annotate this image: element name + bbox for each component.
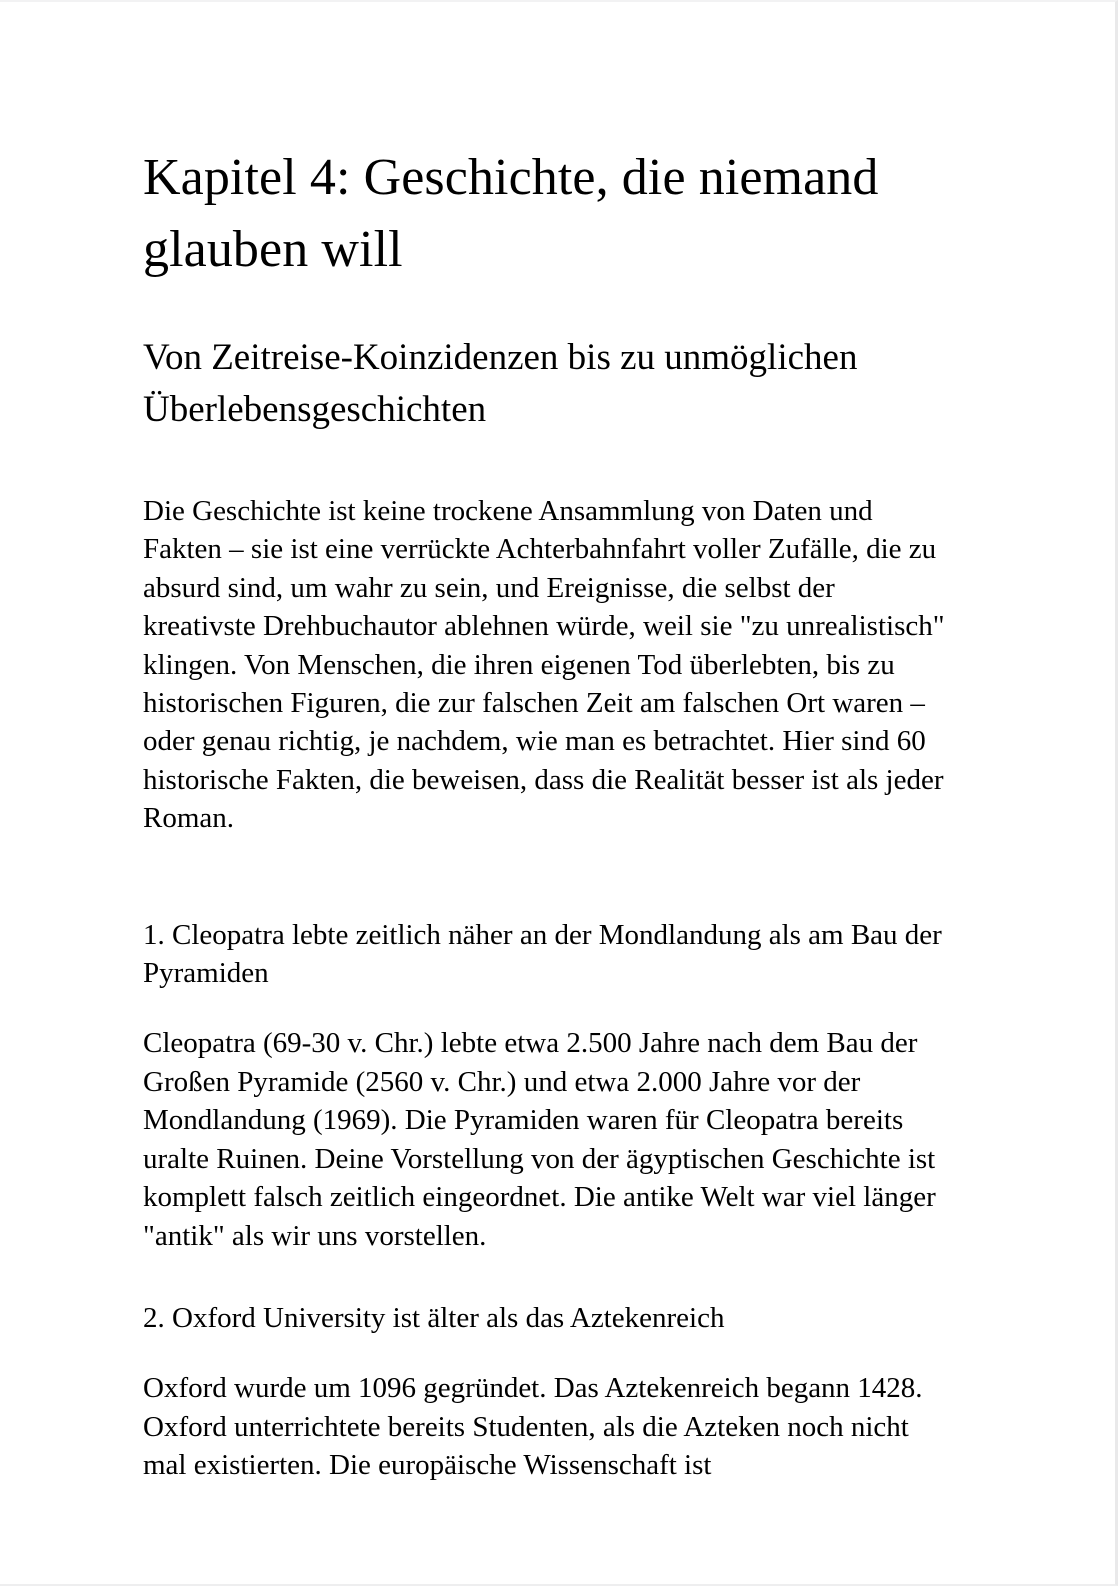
fact-section-2 [143, 1255, 949, 1485]
document-content [143, 2, 949, 1485]
intro-paragraph: Die Geschichte ist keine trockene Ansammlung von Daten und Fakten – sie ist eine verrückte Achterbahnfahrt voller Zufälle, die zu absurd sind, um wahr zu sein, und Ereignisse, die selbst der kreativste Drehbuchautor ablehnen würde, weil sie "zu unrealistisch" klingen. Von Menschen, die ihren eigenen Tod überlebten, bis zu historischen Figuren, die zur falschen Zeit am falschen Ort waren – oder genau richtig, je nachdem, wie man es betrachtet. Hier sind 60 historische Fakten, die beweisen, dass die Realität besser ist als jeder Roman. [143, 495, 945, 835]
page-subtitle: Von Zeitreise-Koinzidenzen bis zu unmöglichen Überlebensgeschichten [143, 337, 858, 430]
fact-body-1: Cleopatra (69-30 v. Chr.) lebte etwa 2.500 Jahre nach dem Bau der Großen Pyramide (2560 v. Chr.) und etwa 2.000 Jahre vor der Mondlandung (1969). Die Pyramiden waren für Cleopatra bereits uralte Ruinen. Deine Vorstellung von der ägyptischen Geschichte ist komplett falsch zeitlich eingeordnet. Die antike Welt war viel länger "antik" als wir uns vorstellen. [143, 1027, 936, 1252]
fact-body-2: Oxford wurde um 1096 gegründet. Das Aztekenreich begann 1428. Oxford unterrichtete bereits Studenten, als die Azteken noch nicht mal existierten. Die europäische Wissenschaft ist [143, 1372, 923, 1482]
page-title: Kapitel 4: Geschichte, die niemand glauben will [143, 149, 879, 278]
fact-heading-1: 1. Cleopatra lebte zeitlich näher an der Mondlandung als am Bau der Pyramiden [143, 918, 942, 990]
fact-section-1 [143, 838, 949, 1255]
fact-heading-2: 2. Oxford University ist älter als das Aztekenreich [143, 1301, 725, 1334]
